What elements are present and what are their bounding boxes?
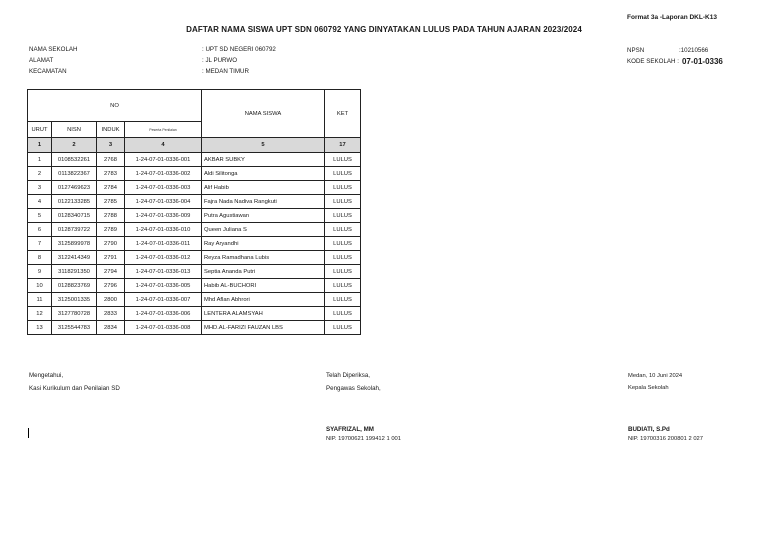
header-induk: INDUK: [97, 122, 125, 138]
table-row: [28, 321, 361, 335]
table-row: [28, 181, 361, 195]
column-number: 4: [125, 138, 202, 153]
cell-peserta: 1-24-07-01-0336-001: [125, 153, 202, 167]
cell-urut: 2: [28, 167, 52, 181]
signature-middle-line2: Pengawas Sekolah,: [326, 385, 381, 392]
signature-middle: [326, 372, 381, 392]
student-table: [27, 89, 361, 335]
table-row: [28, 237, 361, 251]
cell-ket: LULUS: [325, 279, 361, 293]
cell-peserta: 1-24-07-01-0336-002: [125, 167, 202, 181]
cell-urut: 4: [28, 195, 52, 209]
column-number: 5: [202, 138, 325, 153]
column-number: 2: [52, 138, 97, 153]
cell-nama: Queen Juliana S: [202, 223, 325, 237]
cell-induk: 2785: [97, 195, 125, 209]
cell-ket: LULUS: [325, 195, 361, 209]
cell-urut: 13: [28, 321, 52, 335]
cell-peserta: 1-24-07-01-0336-007: [125, 293, 202, 307]
cell-induk: 2834: [97, 321, 125, 335]
header-no: NO: [28, 90, 202, 122]
table-row: [28, 195, 361, 209]
school-info-row: [29, 44, 276, 55]
signature-left-line2: Kasi Kurikulum dan Penilaian SD: [29, 385, 120, 392]
cell-induk: 2790: [97, 237, 125, 251]
cell-urut: 12: [28, 307, 52, 321]
signature-right-line2: Kepala Sekolah: [628, 385, 669, 391]
cell-nisn: 3125544783: [52, 321, 97, 335]
column-number-row: [28, 138, 361, 153]
cell-nama: AKBAR SUBKY: [202, 153, 325, 167]
header-peserta-penilaian: Peserta Penilaian: [125, 122, 202, 138]
page-title: DAFTAR NAMA SISWA UPT SDN 060792 YANG DINYATAKAN LULUS PADA TAHUN AJARAN 2023/2024: [186, 25, 582, 34]
cell-ket: LULUS: [325, 223, 361, 237]
cell-ket: LULUS: [325, 209, 361, 223]
cell-ket: LULUS: [325, 265, 361, 279]
signature-middle-name-block: [326, 426, 401, 442]
header-nama-siswa: NAMA SISWA: [202, 90, 325, 138]
npsn-row: [627, 45, 723, 56]
table-header-row: [28, 90, 361, 122]
cell-induk: 2800: [97, 293, 125, 307]
cell-ket: LULUS: [325, 153, 361, 167]
header-urut: URUT: [28, 122, 52, 138]
school-info: [29, 44, 276, 77]
cell-peserta: 1-24-07-01-0336-011: [125, 237, 202, 251]
cell-urut: 3: [28, 181, 52, 195]
table-row: [28, 209, 361, 223]
cell-urut: 9: [28, 265, 52, 279]
cell-induk: 2788: [97, 209, 125, 223]
cell-induk: 2796: [97, 279, 125, 293]
school-info-value: : UPT SD NEGERI 060792: [202, 46, 276, 53]
table-row: [28, 265, 361, 279]
cell-urut: 8: [28, 251, 52, 265]
table-row: [28, 307, 361, 321]
school-info-label: KECAMATAN: [29, 68, 67, 75]
cell-nama: Fajra Nada Nadiva Rangkuti: [202, 195, 325, 209]
cell-nisn: 0108532261: [52, 153, 97, 167]
table-row: [28, 293, 361, 307]
cell-ket: LULUS: [325, 181, 361, 195]
cell-induk: 2783: [97, 167, 125, 181]
cell-peserta: 1-24-07-01-0336-009: [125, 209, 202, 223]
cell-nisn: 3122414349: [52, 251, 97, 265]
header-ket: KET: [325, 90, 361, 138]
cell-nisn: 3127780728: [52, 307, 97, 321]
cell-nisn: 0128823769: [52, 279, 97, 293]
cell-nisn: 3118291350: [52, 265, 97, 279]
cell-induk: 2833: [97, 307, 125, 321]
signature-right: [628, 373, 682, 391]
kode-sekolah-label: KODE SEKOLAH :: [627, 58, 679, 65]
cell-peserta: 1-24-07-01-0336-008: [125, 321, 202, 335]
cell-ket: LULUS: [325, 321, 361, 335]
school-info-value: : MEDAN TIMUR: [202, 68, 249, 75]
cell-peserta: 1-24-07-01-0336-013: [125, 265, 202, 279]
cell-nisn: 0128340715: [52, 209, 97, 223]
cell-peserta: 1-24-07-01-0336-005: [125, 279, 202, 293]
kode-sekolah-value: 07-01-0336: [681, 57, 723, 66]
cell-peserta: 1-24-07-01-0336-010: [125, 223, 202, 237]
text-cursor: [28, 428, 29, 438]
npsn-label: NPSN: [627, 47, 645, 54]
cell-nama: Mhd Aflan Abhrori: [202, 293, 325, 307]
signature-right-name: BUDIATI, S.Pd: [628, 426, 670, 433]
signature-middle-name: SYAFRIZAL, MM: [326, 426, 374, 433]
cell-ket: LULUS: [325, 293, 361, 307]
cell-nama: MHD.AL-FARIZI FAUZAN LBS: [202, 321, 325, 335]
column-number: 17: [325, 138, 361, 153]
signature-left-line1: Mengetahui,: [29, 372, 64, 379]
cell-urut: 6: [28, 223, 52, 237]
cell-nama: Reyza Ramadhana Lubis: [202, 251, 325, 265]
table-row: [28, 167, 361, 181]
cell-nama: Ray Aryandhi: [202, 237, 325, 251]
cell-induk: 2768: [97, 153, 125, 167]
signature-right-line1: Medan, 10 Juni 2024: [628, 373, 683, 379]
school-info-value: : JL PURWO: [202, 57, 238, 64]
cell-ket: LULUS: [325, 251, 361, 265]
kode-sekolah-row: [627, 56, 723, 67]
school-info-row: [29, 66, 276, 77]
cell-nisn: 3125899978: [52, 237, 97, 251]
signature-middle-nip: NIP. 19700621 199412 1 001: [326, 436, 401, 442]
cell-peserta: 1-24-07-01-0336-004: [125, 195, 202, 209]
table-row: [28, 223, 361, 237]
cell-nama: Putra Agustiawan: [202, 209, 325, 223]
cell-nama: Septia Ananda Putri: [202, 265, 325, 279]
format-label: Format 3a -Laporan DKL-K13: [627, 14, 717, 21]
table-row: [28, 279, 361, 293]
column-number: 1: [28, 138, 52, 153]
cell-nama: Alif Habib: [202, 181, 325, 195]
cell-nama: LENTERA ALAMSYAH: [202, 307, 325, 321]
cell-urut: 1: [28, 153, 52, 167]
cell-urut: 7: [28, 237, 52, 251]
cell-induk: 2784: [97, 181, 125, 195]
cell-induk: 2791: [97, 251, 125, 265]
cell-nama: Habib AL-BUCHORI: [202, 279, 325, 293]
cell-induk: 2794: [97, 265, 125, 279]
cell-nisn: 0128739722: [52, 223, 97, 237]
signature-left: [29, 372, 120, 392]
school-info-label: ALAMAT: [29, 57, 54, 64]
column-number: 3: [97, 138, 125, 153]
school-codes: [627, 45, 723, 67]
signature-right-name-block: [628, 426, 703, 442]
cell-nisn: 0113822367: [52, 167, 97, 181]
school-info-row: [29, 55, 276, 66]
cell-nama: Aldi Silitonga: [202, 167, 325, 181]
header-nisn: NISN: [52, 122, 97, 138]
cell-urut: 10: [28, 279, 52, 293]
cell-ket: LULUS: [325, 167, 361, 181]
cell-peserta: 1-24-07-01-0336-006: [125, 307, 202, 321]
table-row: [28, 153, 361, 167]
cell-urut: 5: [28, 209, 52, 223]
cell-urut: 11: [28, 293, 52, 307]
npsn-value: :10210566: [679, 47, 709, 54]
cell-peserta: 1-24-07-01-0336-012: [125, 251, 202, 265]
cell-ket: LULUS: [325, 237, 361, 251]
cell-ket: LULUS: [325, 307, 361, 321]
cell-nisn: 0122133285: [52, 195, 97, 209]
table-row: [28, 251, 361, 265]
cell-induk: 2789: [97, 223, 125, 237]
cell-nisn: 3125001335: [52, 293, 97, 307]
cell-peserta: 1-24-07-01-0336-003: [125, 181, 202, 195]
signature-middle-line1: Telah Diperiksa,: [326, 372, 371, 379]
signature-right-nip: NIP. 19700316 200801 2 027: [628, 436, 703, 442]
school-info-label: NAMA SEKOLAH: [29, 46, 78, 53]
cell-nisn: 0127469623: [52, 181, 97, 195]
